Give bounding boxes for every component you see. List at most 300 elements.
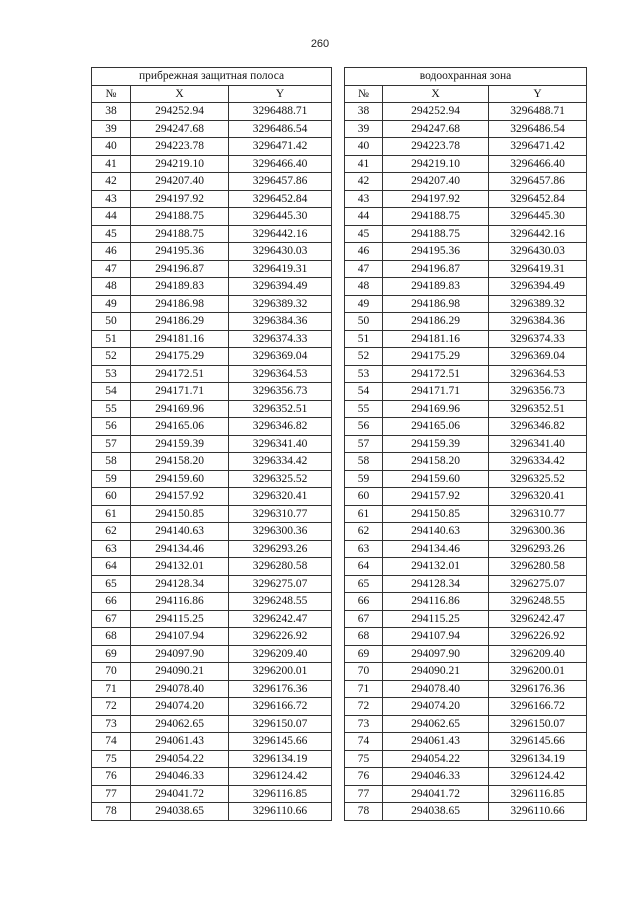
left-y-coordinate: 3296445.30 bbox=[229, 208, 332, 226]
right-y-coordinate: 3296419.31 bbox=[489, 260, 587, 278]
left-point-number: 44 bbox=[92, 208, 131, 226]
left-x-coordinate: 294116.86 bbox=[131, 593, 229, 611]
right-y-coordinate: 3296346.82 bbox=[489, 418, 587, 436]
left-point-number: 68 bbox=[92, 628, 131, 646]
right-x-coordinate: 294207.40 bbox=[383, 173, 489, 191]
left-y-coordinate: 3296275.07 bbox=[229, 575, 332, 593]
column-gap bbox=[332, 435, 345, 453]
coordinates-table bbox=[91, 67, 587, 821]
right-y-coordinate: 3296116.85 bbox=[489, 785, 587, 803]
left-y-coordinate: 3296325.52 bbox=[229, 470, 332, 488]
table-row bbox=[92, 488, 587, 506]
column-gap bbox=[332, 190, 345, 208]
right-point-number: 38 bbox=[345, 103, 383, 121]
right-point-number: 72 bbox=[345, 698, 383, 716]
right-x-coordinate: 294062.65 bbox=[383, 715, 489, 733]
right-y-coordinate: 3296374.33 bbox=[489, 330, 587, 348]
right-x-coordinate: 294188.75 bbox=[383, 225, 489, 243]
table-row bbox=[92, 208, 587, 226]
left-point-number: 60 bbox=[92, 488, 131, 506]
left-y-coordinate: 3296346.82 bbox=[229, 418, 332, 436]
right-y-coordinate: 3296150.07 bbox=[489, 715, 587, 733]
right-y-coordinate: 3296457.86 bbox=[489, 173, 587, 191]
right-x-coordinate: 294196.87 bbox=[383, 260, 489, 278]
left-x-coordinate: 294090.21 bbox=[131, 663, 229, 681]
right-x-coordinate: 294189.83 bbox=[383, 278, 489, 296]
left-x-coordinate: 294107.94 bbox=[131, 628, 229, 646]
table-row bbox=[92, 628, 587, 646]
table-row bbox=[92, 243, 587, 261]
left-y-coordinate: 3296176.36 bbox=[229, 680, 332, 698]
right-y-coordinate: 3296389.32 bbox=[489, 295, 587, 313]
right-point-number: 58 bbox=[345, 453, 383, 471]
right-point-number: 64 bbox=[345, 558, 383, 576]
right-y-coordinate: 3296110.66 bbox=[489, 803, 587, 821]
left-x-coordinate: 294046.33 bbox=[131, 768, 229, 786]
left-point-number: 51 bbox=[92, 330, 131, 348]
left-point-number: 42 bbox=[92, 173, 131, 191]
right-point-number: 75 bbox=[345, 750, 383, 768]
left-x-coordinate: 294196.87 bbox=[131, 260, 229, 278]
table-row bbox=[92, 733, 587, 751]
table-row bbox=[92, 348, 587, 366]
right-x-coordinate: 294078.40 bbox=[383, 680, 489, 698]
left-header-number: № bbox=[92, 85, 131, 103]
left-point-number: 58 bbox=[92, 453, 131, 471]
right-header-x: X bbox=[383, 85, 489, 103]
right-y-coordinate: 3296293.26 bbox=[489, 540, 587, 558]
right-y-coordinate: 3296166.72 bbox=[489, 698, 587, 716]
left-x-coordinate: 294097.90 bbox=[131, 645, 229, 663]
right-point-number: 76 bbox=[345, 768, 383, 786]
column-gap bbox=[332, 383, 345, 401]
column-gap bbox=[332, 138, 345, 156]
right-y-coordinate: 3296176.36 bbox=[489, 680, 587, 698]
left-point-number: 50 bbox=[92, 313, 131, 331]
right-x-coordinate: 294090.21 bbox=[383, 663, 489, 681]
table-row bbox=[92, 155, 587, 173]
right-point-number: 71 bbox=[345, 680, 383, 698]
column-gap bbox=[332, 68, 345, 86]
left-x-coordinate: 294128.34 bbox=[131, 575, 229, 593]
left-x-coordinate: 294140.63 bbox=[131, 523, 229, 541]
left-x-coordinate: 294219.10 bbox=[131, 155, 229, 173]
right-point-number: 43 bbox=[345, 190, 383, 208]
column-gap bbox=[332, 155, 345, 173]
column-gap bbox=[332, 225, 345, 243]
column-gap bbox=[332, 400, 345, 418]
column-gap bbox=[332, 453, 345, 471]
page-number: 260 bbox=[310, 38, 330, 50]
left-x-coordinate: 294169.96 bbox=[131, 400, 229, 418]
column-gap bbox=[332, 540, 345, 558]
right-x-coordinate: 294169.96 bbox=[383, 400, 489, 418]
left-y-coordinate: 3296442.16 bbox=[229, 225, 332, 243]
right-point-number: 68 bbox=[345, 628, 383, 646]
left-y-coordinate: 3296280.58 bbox=[229, 558, 332, 576]
left-y-coordinate: 3296419.31 bbox=[229, 260, 332, 278]
table-row bbox=[92, 715, 587, 733]
left-x-coordinate: 294247.68 bbox=[131, 120, 229, 138]
left-x-coordinate: 294054.22 bbox=[131, 750, 229, 768]
right-y-coordinate: 3296325.52 bbox=[489, 470, 587, 488]
right-x-coordinate: 294186.29 bbox=[383, 313, 489, 331]
left-x-coordinate: 294074.20 bbox=[131, 698, 229, 716]
column-gap bbox=[332, 208, 345, 226]
right-x-coordinate: 294157.92 bbox=[383, 488, 489, 506]
left-point-number: 46 bbox=[92, 243, 131, 261]
left-x-coordinate: 294172.51 bbox=[131, 365, 229, 383]
right-x-coordinate: 294186.98 bbox=[383, 295, 489, 313]
left-x-coordinate: 294188.75 bbox=[131, 225, 229, 243]
right-y-coordinate: 3296200.01 bbox=[489, 663, 587, 681]
left-y-coordinate: 3296369.04 bbox=[229, 348, 332, 366]
table-row bbox=[92, 803, 587, 821]
table-row bbox=[92, 750, 587, 768]
right-point-number: 70 bbox=[345, 663, 383, 681]
right-x-coordinate: 294097.90 bbox=[383, 645, 489, 663]
left-point-number: 43 bbox=[92, 190, 131, 208]
left-x-coordinate: 294150.85 bbox=[131, 505, 229, 523]
right-point-number: 44 bbox=[345, 208, 383, 226]
left-y-coordinate: 3296486.54 bbox=[229, 120, 332, 138]
column-gap bbox=[332, 313, 345, 331]
right-point-number: 53 bbox=[345, 365, 383, 383]
right-x-coordinate: 294054.22 bbox=[383, 750, 489, 768]
left-point-number: 65 bbox=[92, 575, 131, 593]
left-y-coordinate: 3296457.86 bbox=[229, 173, 332, 191]
left-point-number: 52 bbox=[92, 348, 131, 366]
right-x-coordinate: 294175.29 bbox=[383, 348, 489, 366]
column-gap bbox=[332, 523, 345, 541]
left-point-number: 71 bbox=[92, 680, 131, 698]
right-point-number: 54 bbox=[345, 383, 383, 401]
left-point-number: 49 bbox=[92, 295, 131, 313]
right-y-coordinate: 3296466.40 bbox=[489, 155, 587, 173]
right-point-number: 48 bbox=[345, 278, 383, 296]
table-row bbox=[92, 663, 587, 681]
table-row bbox=[92, 383, 587, 401]
left-y-coordinate: 3296242.47 bbox=[229, 610, 332, 628]
left-point-number: 47 bbox=[92, 260, 131, 278]
table-row bbox=[92, 400, 587, 418]
right-header-number: № bbox=[345, 85, 383, 103]
left-point-number: 40 bbox=[92, 138, 131, 156]
right-y-coordinate: 3296226.92 bbox=[489, 628, 587, 646]
right-x-coordinate: 294038.65 bbox=[383, 803, 489, 821]
left-point-number: 61 bbox=[92, 505, 131, 523]
left-x-coordinate: 294207.40 bbox=[131, 173, 229, 191]
right-y-coordinate: 3296486.54 bbox=[489, 120, 587, 138]
right-x-coordinate: 294197.92 bbox=[383, 190, 489, 208]
right-point-number: 47 bbox=[345, 260, 383, 278]
left-point-number: 72 bbox=[92, 698, 131, 716]
right-y-coordinate: 3296310.77 bbox=[489, 505, 587, 523]
right-y-coordinate: 3296445.30 bbox=[489, 208, 587, 226]
left-x-coordinate: 294078.40 bbox=[131, 680, 229, 698]
table-row bbox=[92, 173, 587, 191]
right-point-number: 67 bbox=[345, 610, 383, 628]
right-point-number: 78 bbox=[345, 803, 383, 821]
right-x-coordinate: 294140.63 bbox=[383, 523, 489, 541]
column-gap bbox=[332, 243, 345, 261]
left-point-number: 39 bbox=[92, 120, 131, 138]
left-x-coordinate: 294181.16 bbox=[131, 330, 229, 348]
right-x-coordinate: 294150.85 bbox=[383, 505, 489, 523]
column-gap bbox=[332, 593, 345, 611]
column-gap bbox=[332, 103, 345, 121]
left-x-coordinate: 294159.39 bbox=[131, 435, 229, 453]
left-point-number: 63 bbox=[92, 540, 131, 558]
left-y-coordinate: 3296384.36 bbox=[229, 313, 332, 331]
column-gap bbox=[332, 750, 345, 768]
column-gap bbox=[332, 628, 345, 646]
right-point-number: 52 bbox=[345, 348, 383, 366]
left-x-coordinate: 294134.46 bbox=[131, 540, 229, 558]
right-x-coordinate: 294158.20 bbox=[383, 453, 489, 471]
left-y-coordinate: 3296248.55 bbox=[229, 593, 332, 611]
right-y-coordinate: 3296320.41 bbox=[489, 488, 587, 506]
right-y-coordinate: 3296124.42 bbox=[489, 768, 587, 786]
left-point-number: 41 bbox=[92, 155, 131, 173]
left-y-coordinate: 3296310.77 bbox=[229, 505, 332, 523]
right-point-number: 50 bbox=[345, 313, 383, 331]
left-point-number: 67 bbox=[92, 610, 131, 628]
right-y-coordinate: 3296471.42 bbox=[489, 138, 587, 156]
left-section-title: прибрежная защитная полоса bbox=[92, 68, 332, 86]
left-header-x: X bbox=[131, 85, 229, 103]
right-point-number: 62 bbox=[345, 523, 383, 541]
left-x-coordinate: 294223.78 bbox=[131, 138, 229, 156]
left-point-number: 53 bbox=[92, 365, 131, 383]
left-point-number: 74 bbox=[92, 733, 131, 751]
table-row bbox=[92, 313, 587, 331]
left-point-number: 62 bbox=[92, 523, 131, 541]
right-y-coordinate: 3296280.58 bbox=[489, 558, 587, 576]
column-gap bbox=[332, 488, 345, 506]
left-y-coordinate: 3296471.42 bbox=[229, 138, 332, 156]
table-row bbox=[92, 558, 587, 576]
right-x-coordinate: 294159.39 bbox=[383, 435, 489, 453]
column-gap bbox=[332, 733, 345, 751]
right-x-coordinate: 294132.01 bbox=[383, 558, 489, 576]
left-y-coordinate: 3296300.36 bbox=[229, 523, 332, 541]
right-point-number: 57 bbox=[345, 435, 383, 453]
left-y-coordinate: 3296356.73 bbox=[229, 383, 332, 401]
table-row bbox=[92, 470, 587, 488]
left-point-number: 78 bbox=[92, 803, 131, 821]
right-y-coordinate: 3296275.07 bbox=[489, 575, 587, 593]
left-y-coordinate: 3296226.92 bbox=[229, 628, 332, 646]
left-point-number: 59 bbox=[92, 470, 131, 488]
table-row bbox=[92, 120, 587, 138]
left-point-number: 57 bbox=[92, 435, 131, 453]
left-x-coordinate: 294158.20 bbox=[131, 453, 229, 471]
left-y-coordinate: 3296364.53 bbox=[229, 365, 332, 383]
right-x-coordinate: 294219.10 bbox=[383, 155, 489, 173]
right-y-coordinate: 3296452.84 bbox=[489, 190, 587, 208]
left-y-coordinate: 3296134.19 bbox=[229, 750, 332, 768]
column-gap bbox=[332, 278, 345, 296]
left-point-number: 66 bbox=[92, 593, 131, 611]
right-point-number: 59 bbox=[345, 470, 383, 488]
column-gap bbox=[332, 348, 345, 366]
right-x-coordinate: 294046.33 bbox=[383, 768, 489, 786]
table-row bbox=[92, 505, 587, 523]
right-x-coordinate: 294116.86 bbox=[383, 593, 489, 611]
column-gap bbox=[332, 715, 345, 733]
left-y-coordinate: 3296116.85 bbox=[229, 785, 332, 803]
right-point-number: 39 bbox=[345, 120, 383, 138]
right-point-number: 74 bbox=[345, 733, 383, 751]
left-x-coordinate: 294115.25 bbox=[131, 610, 229, 628]
table-header-row bbox=[92, 85, 587, 103]
right-x-coordinate: 294107.94 bbox=[383, 628, 489, 646]
left-y-coordinate: 3296374.33 bbox=[229, 330, 332, 348]
left-x-coordinate: 294188.75 bbox=[131, 208, 229, 226]
left-x-coordinate: 294189.83 bbox=[131, 278, 229, 296]
right-point-number: 60 bbox=[345, 488, 383, 506]
left-x-coordinate: 294186.98 bbox=[131, 295, 229, 313]
left-y-coordinate: 3296320.41 bbox=[229, 488, 332, 506]
right-y-coordinate: 3296369.04 bbox=[489, 348, 587, 366]
left-x-coordinate: 294171.71 bbox=[131, 383, 229, 401]
table-row bbox=[92, 593, 587, 611]
left-point-number: 76 bbox=[92, 768, 131, 786]
left-y-coordinate: 3296430.03 bbox=[229, 243, 332, 261]
left-x-coordinate: 294132.01 bbox=[131, 558, 229, 576]
left-x-coordinate: 294195.36 bbox=[131, 243, 229, 261]
right-point-number: 61 bbox=[345, 505, 383, 523]
left-x-coordinate: 294041.72 bbox=[131, 785, 229, 803]
right-y-coordinate: 3296145.66 bbox=[489, 733, 587, 751]
column-gap bbox=[332, 85, 345, 103]
right-y-coordinate: 3296364.53 bbox=[489, 365, 587, 383]
right-x-coordinate: 294074.20 bbox=[383, 698, 489, 716]
column-gap bbox=[332, 785, 345, 803]
table-row bbox=[92, 523, 587, 541]
left-x-coordinate: 294038.65 bbox=[131, 803, 229, 821]
left-x-coordinate: 294062.65 bbox=[131, 715, 229, 733]
table-row bbox=[92, 225, 587, 243]
column-gap bbox=[332, 663, 345, 681]
left-x-coordinate: 294175.29 bbox=[131, 348, 229, 366]
right-point-number: 51 bbox=[345, 330, 383, 348]
column-gap bbox=[332, 680, 345, 698]
left-y-coordinate: 3296145.66 bbox=[229, 733, 332, 751]
right-y-coordinate: 3296430.03 bbox=[489, 243, 587, 261]
right-y-coordinate: 3296242.47 bbox=[489, 610, 587, 628]
column-gap bbox=[332, 173, 345, 191]
left-y-coordinate: 3296293.26 bbox=[229, 540, 332, 558]
table-row bbox=[92, 190, 587, 208]
left-x-coordinate: 294186.29 bbox=[131, 313, 229, 331]
table-row bbox=[92, 138, 587, 156]
column-gap bbox=[332, 418, 345, 436]
right-x-coordinate: 294159.60 bbox=[383, 470, 489, 488]
right-x-coordinate: 294128.34 bbox=[383, 575, 489, 593]
left-x-coordinate: 294159.60 bbox=[131, 470, 229, 488]
left-point-number: 56 bbox=[92, 418, 131, 436]
left-point-number: 75 bbox=[92, 750, 131, 768]
column-gap bbox=[332, 260, 345, 278]
table-body bbox=[92, 103, 587, 821]
left-y-coordinate: 3296389.32 bbox=[229, 295, 332, 313]
table-row bbox=[92, 365, 587, 383]
column-gap bbox=[332, 645, 345, 663]
left-point-number: 73 bbox=[92, 715, 131, 733]
right-y-coordinate: 3296352.51 bbox=[489, 400, 587, 418]
left-y-coordinate: 3296466.40 bbox=[229, 155, 332, 173]
left-point-number: 45 bbox=[92, 225, 131, 243]
table-row bbox=[92, 278, 587, 296]
right-x-coordinate: 294171.71 bbox=[383, 383, 489, 401]
table-row bbox=[92, 453, 587, 471]
right-x-coordinate: 294223.78 bbox=[383, 138, 489, 156]
column-gap bbox=[332, 365, 345, 383]
right-point-number: 49 bbox=[345, 295, 383, 313]
right-point-number: 73 bbox=[345, 715, 383, 733]
left-point-number: 77 bbox=[92, 785, 131, 803]
left-y-coordinate: 3296334.42 bbox=[229, 453, 332, 471]
right-point-number: 69 bbox=[345, 645, 383, 663]
right-y-coordinate: 3296356.73 bbox=[489, 383, 587, 401]
right-x-coordinate: 294134.46 bbox=[383, 540, 489, 558]
left-y-coordinate: 3296209.40 bbox=[229, 645, 332, 663]
right-y-coordinate: 3296334.42 bbox=[489, 453, 587, 471]
column-gap bbox=[332, 803, 345, 821]
right-y-coordinate: 3296248.55 bbox=[489, 593, 587, 611]
column-gap bbox=[332, 698, 345, 716]
right-header-y: Y bbox=[489, 85, 587, 103]
right-point-number: 45 bbox=[345, 225, 383, 243]
left-y-coordinate: 3296110.66 bbox=[229, 803, 332, 821]
left-y-coordinate: 3296452.84 bbox=[229, 190, 332, 208]
column-gap bbox=[332, 768, 345, 786]
table-row bbox=[92, 330, 587, 348]
right-point-number: 77 bbox=[345, 785, 383, 803]
left-y-coordinate: 3296200.01 bbox=[229, 663, 332, 681]
table-row bbox=[92, 418, 587, 436]
left-y-coordinate: 3296341.40 bbox=[229, 435, 332, 453]
right-point-number: 46 bbox=[345, 243, 383, 261]
right-point-number: 55 bbox=[345, 400, 383, 418]
column-gap bbox=[332, 295, 345, 313]
table-row bbox=[92, 575, 587, 593]
table-row bbox=[92, 435, 587, 453]
column-gap bbox=[332, 120, 345, 138]
column-gap bbox=[332, 610, 345, 628]
left-y-coordinate: 3296488.71 bbox=[229, 103, 332, 121]
right-y-coordinate: 3296134.19 bbox=[489, 750, 587, 768]
table-row bbox=[92, 698, 587, 716]
right-x-coordinate: 294165.06 bbox=[383, 418, 489, 436]
table-row bbox=[92, 768, 587, 786]
right-x-coordinate: 294252.94 bbox=[383, 103, 489, 121]
table-row bbox=[92, 680, 587, 698]
right-y-coordinate: 3296394.49 bbox=[489, 278, 587, 296]
right-point-number: 56 bbox=[345, 418, 383, 436]
right-point-number: 40 bbox=[345, 138, 383, 156]
left-x-coordinate: 294197.92 bbox=[131, 190, 229, 208]
table-row bbox=[92, 785, 587, 803]
right-point-number: 42 bbox=[345, 173, 383, 191]
left-header-y: Y bbox=[229, 85, 332, 103]
right-x-coordinate: 294188.75 bbox=[383, 208, 489, 226]
column-gap bbox=[332, 575, 345, 593]
column-gap bbox=[332, 330, 345, 348]
right-point-number: 66 bbox=[345, 593, 383, 611]
